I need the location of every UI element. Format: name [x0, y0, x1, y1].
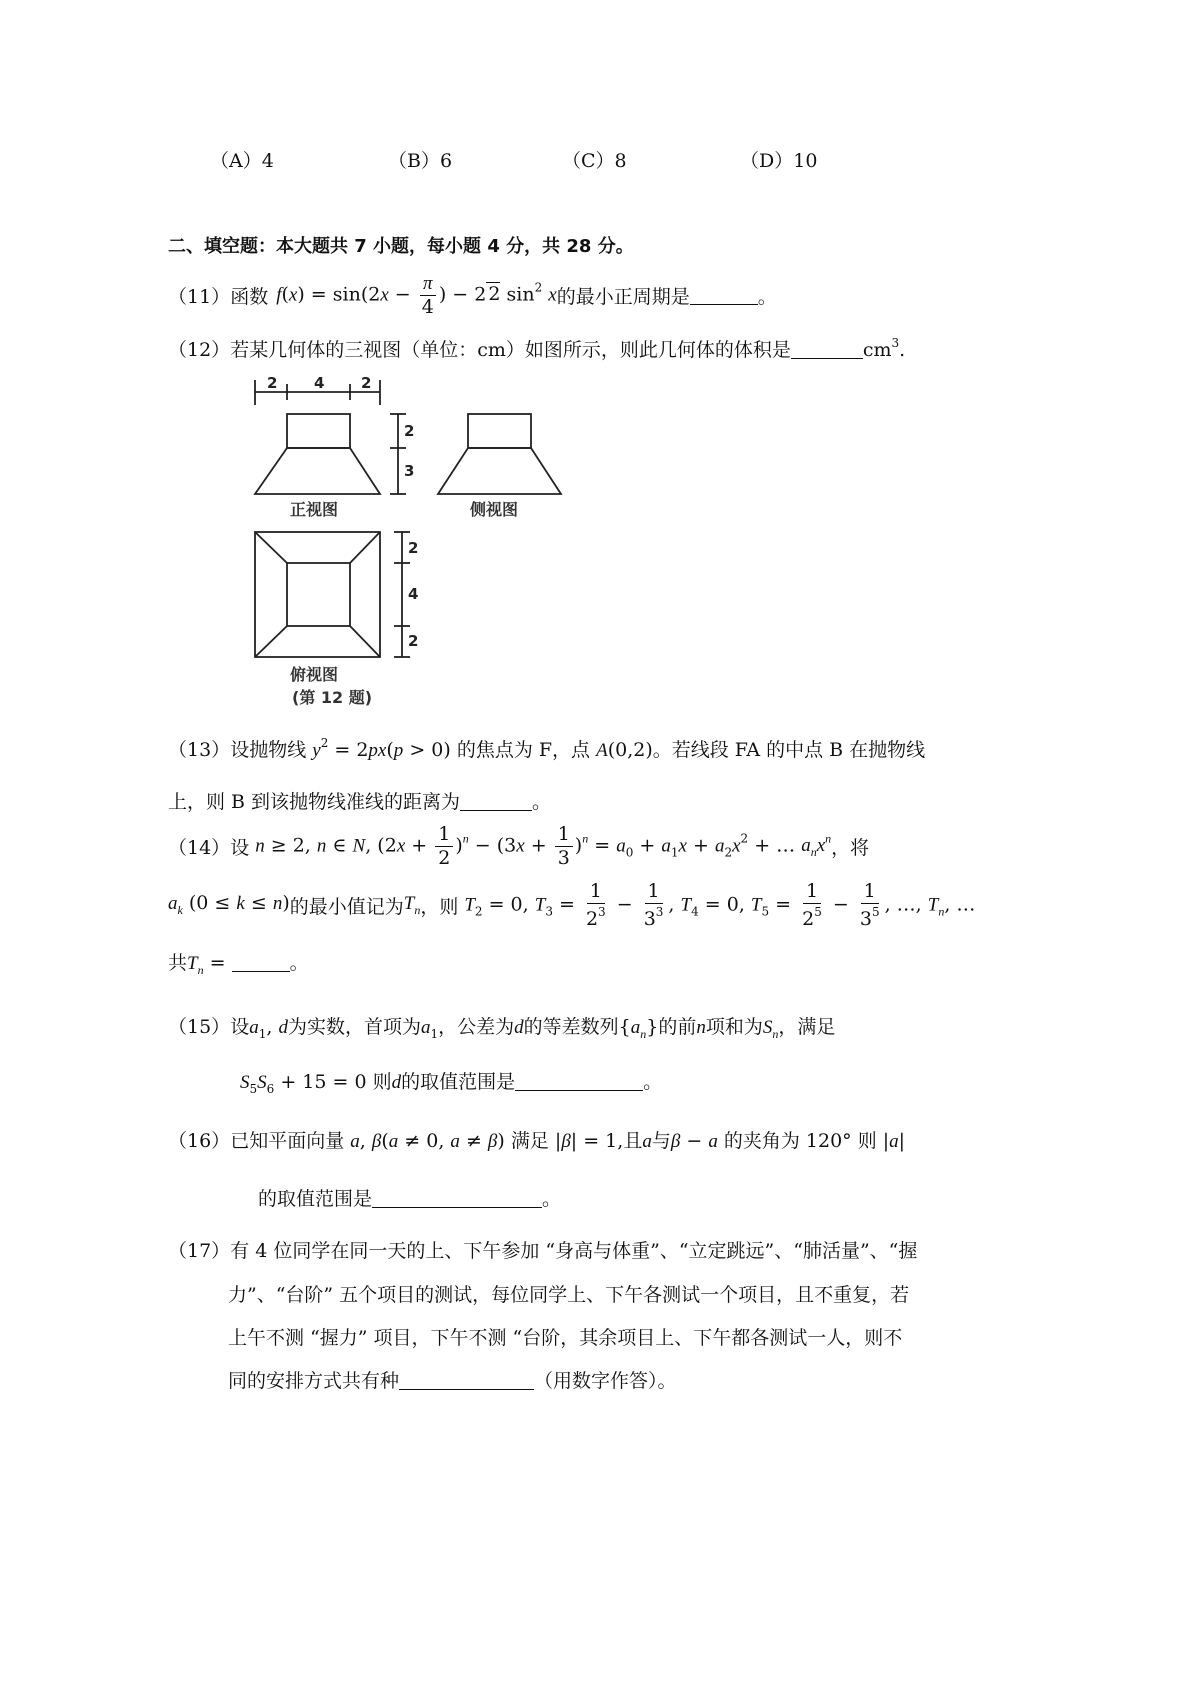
question-15-line2 [240, 1067, 662, 1096]
question-text: 。 [532, 791, 552, 813]
unit: cm [862, 339, 892, 361]
option-a: （A）4 [210, 150, 274, 172]
question-text: 上，则 B 到该抛物线准线的距离为 [168, 791, 461, 813]
answer-blank[interactable] [399, 1370, 534, 1390]
question-text: 与 [651, 1130, 671, 1152]
math-expression: d [391, 1072, 402, 1093]
question-17-line4 [228, 1366, 677, 1393]
question-text: ，满足 [778, 1016, 836, 1038]
answer-blank[interactable] [690, 285, 758, 305]
dim-label: 2 [408, 632, 419, 650]
dim-label: 4 [408, 585, 419, 603]
math-expression: n [696, 1017, 706, 1038]
math-expression: $T_n$ [403, 893, 421, 917]
dim-label: 2 [267, 374, 278, 392]
question-text: . [899, 339, 906, 361]
question-number: （16） [168, 1130, 231, 1152]
question-text: 且 [623, 1130, 643, 1152]
math-expression: |β| = 1, [554, 1130, 624, 1152]
question-text: 。 [542, 1188, 562, 1210]
question-text: 的等差数列 [523, 1016, 619, 1038]
question-text: 满足 [510, 1130, 549, 1152]
question-text: 则 [372, 1071, 392, 1093]
top-view-label: 俯视图 [290, 665, 339, 684]
question-text: 已知平面向量 [230, 1130, 345, 1152]
question-number: （12） [168, 339, 231, 361]
question-11 [168, 270, 777, 320]
question-text: 的焦点为 F，点 [456, 739, 591, 761]
math-expression: $a_1$, d [249, 1016, 288, 1041]
math-expression: $T_n$ = [187, 952, 232, 977]
question-text: 共 [168, 952, 188, 974]
math-expression: |a| [882, 1130, 906, 1152]
question-17-line2: 力”、“台阶” 五个项目的测试，每位同学上、下午各测试一个项目，且不重复，若 [228, 1284, 910, 1306]
question-text: 为实数，首项为 [287, 1016, 421, 1038]
question-text: 设抛物线 [230, 739, 307, 761]
question-text: ，将 [831, 836, 870, 859]
dim-label: 2 [404, 422, 415, 440]
question-17-line3: 上午不测 “握力” 项目，下午不测 “台阶，其余项目上、下午都各测试一人，则不 [228, 1327, 903, 1349]
question-text: ，公差为 [438, 1016, 515, 1038]
question-text: （用数字作答）。 [534, 1370, 677, 1392]
math-expression: $y^2 = 2px(p > 0)$ [312, 736, 451, 761]
answer-blank[interactable] [460, 791, 532, 811]
question-14-line3 [168, 948, 309, 978]
math-expression: a [642, 1131, 652, 1152]
question-text: 。 [289, 952, 309, 974]
dim-label: 2 [361, 374, 372, 392]
option-b: （B）6 [388, 150, 453, 172]
question-number: （14） [168, 836, 231, 859]
math-expression: $S_n$ [762, 1017, 779, 1041]
math-expression: d [514, 1017, 524, 1038]
unit-exponent: 3 [891, 336, 900, 350]
dim-label: 3 [404, 462, 415, 480]
question-14 [168, 822, 869, 870]
question-17 [168, 1236, 917, 1263]
answer-blank[interactable] [515, 1071, 643, 1091]
math-expression: A(0,2) [596, 739, 653, 761]
question-number: （13） [168, 739, 231, 761]
question-text: 。 [757, 285, 777, 308]
question-text: 。 [643, 1071, 663, 1093]
question-text: 的前 [658, 1016, 697, 1038]
question-text: 。若线段 FA 的中点 B 在抛物线 [652, 739, 926, 761]
dim-label: 4 [314, 374, 325, 392]
question-12 [168, 335, 905, 362]
question-text: 有 4 位同学在同一天的上、下午参加 “身高与体重”、“立定跳远”、“肺活量”、“握 [230, 1240, 918, 1262]
three-view-figure [240, 370, 620, 720]
question-text: 的最小值记为 [289, 895, 404, 918]
question-text: 的夹角为 120° 则 [723, 1130, 877, 1152]
question-text: 的取值范围是 [401, 1071, 516, 1093]
question-13 [168, 735, 925, 762]
question-16-line2 [258, 1184, 561, 1211]
question-text: 函数 [230, 285, 269, 308]
section-title: 二、填空题：本大题共 7 小题，每小题 4 分，共 28 分。 [168, 236, 634, 257]
question-15 [168, 1012, 835, 1042]
question-16 [168, 1126, 905, 1153]
question-text: 若某几何体的三视图（单位：cm）如图所示，则此几何体的体积是 [230, 339, 791, 361]
math-expression: β − a [670, 1130, 718, 1152]
option-c: （C）8 [562, 150, 627, 172]
question-number: （11） [168, 285, 231, 308]
dim-label: 2 [408, 539, 419, 557]
question-text: 项和为 [705, 1016, 763, 1038]
math-expression: f(x) = sin(2x − $\frac{\pi}{4}$ ) − 2 2 $\sin^2 x$ [276, 272, 557, 318]
figure-caption: (第 12 题) [292, 688, 373, 707]
math-expression: $a_1$ [420, 1017, 439, 1041]
question-text: 设 [230, 836, 250, 859]
option-d: （D）10 [740, 150, 818, 172]
math-expression: a, β(a ≠ 0, a ≠ β) [350, 1130, 505, 1152]
question-13-line2 [168, 787, 551, 814]
math-expression: $T_2 = 0$, $T_3$ = $\frac{1}{2^3}$ − $\frac{1}{3^3}$ , $T_4 = 0$, $T_5$ = $\frac{1}{2^5}$ − $\frac{1}{3^5}$ , …, $T_n$, … [464, 879, 976, 930]
question-text: 的取值范围是 [258, 1188, 373, 1210]
question-text: 设 [230, 1016, 250, 1038]
question-text: 的最小正周期是 [556, 285, 690, 308]
front-view-label: 正视图 [290, 500, 339, 519]
question-text: 同的安排方式共有种 [228, 1370, 400, 1392]
question-14-line2 [168, 880, 975, 930]
answer-blank[interactable] [791, 339, 863, 359]
side-view-label: 侧视图 [470, 500, 519, 519]
answer-blank[interactable] [372, 1188, 542, 1208]
answer-blank[interactable] [232, 952, 290, 972]
question-number: （15） [168, 1016, 231, 1038]
question-text: ，则 [420, 895, 459, 918]
math-expression: n ≥ 2, n ∈ N, (2x + $\frac{1}{2}$ )$^n$ − (3x + $\frac{1}{3}$ )$^n = a_0 + a_1x + a_2x^2$ + … $a_nx^n$ [255, 822, 832, 869]
math-expression: $S_5S_6 + 15 = 0$ [240, 1071, 367, 1096]
math-expression: $a_k$ (0 ≤ k ≤ n) [168, 892, 290, 917]
math-expression: $\{a_n\}$ [618, 1016, 659, 1041]
question-number: （17） [168, 1240, 231, 1262]
